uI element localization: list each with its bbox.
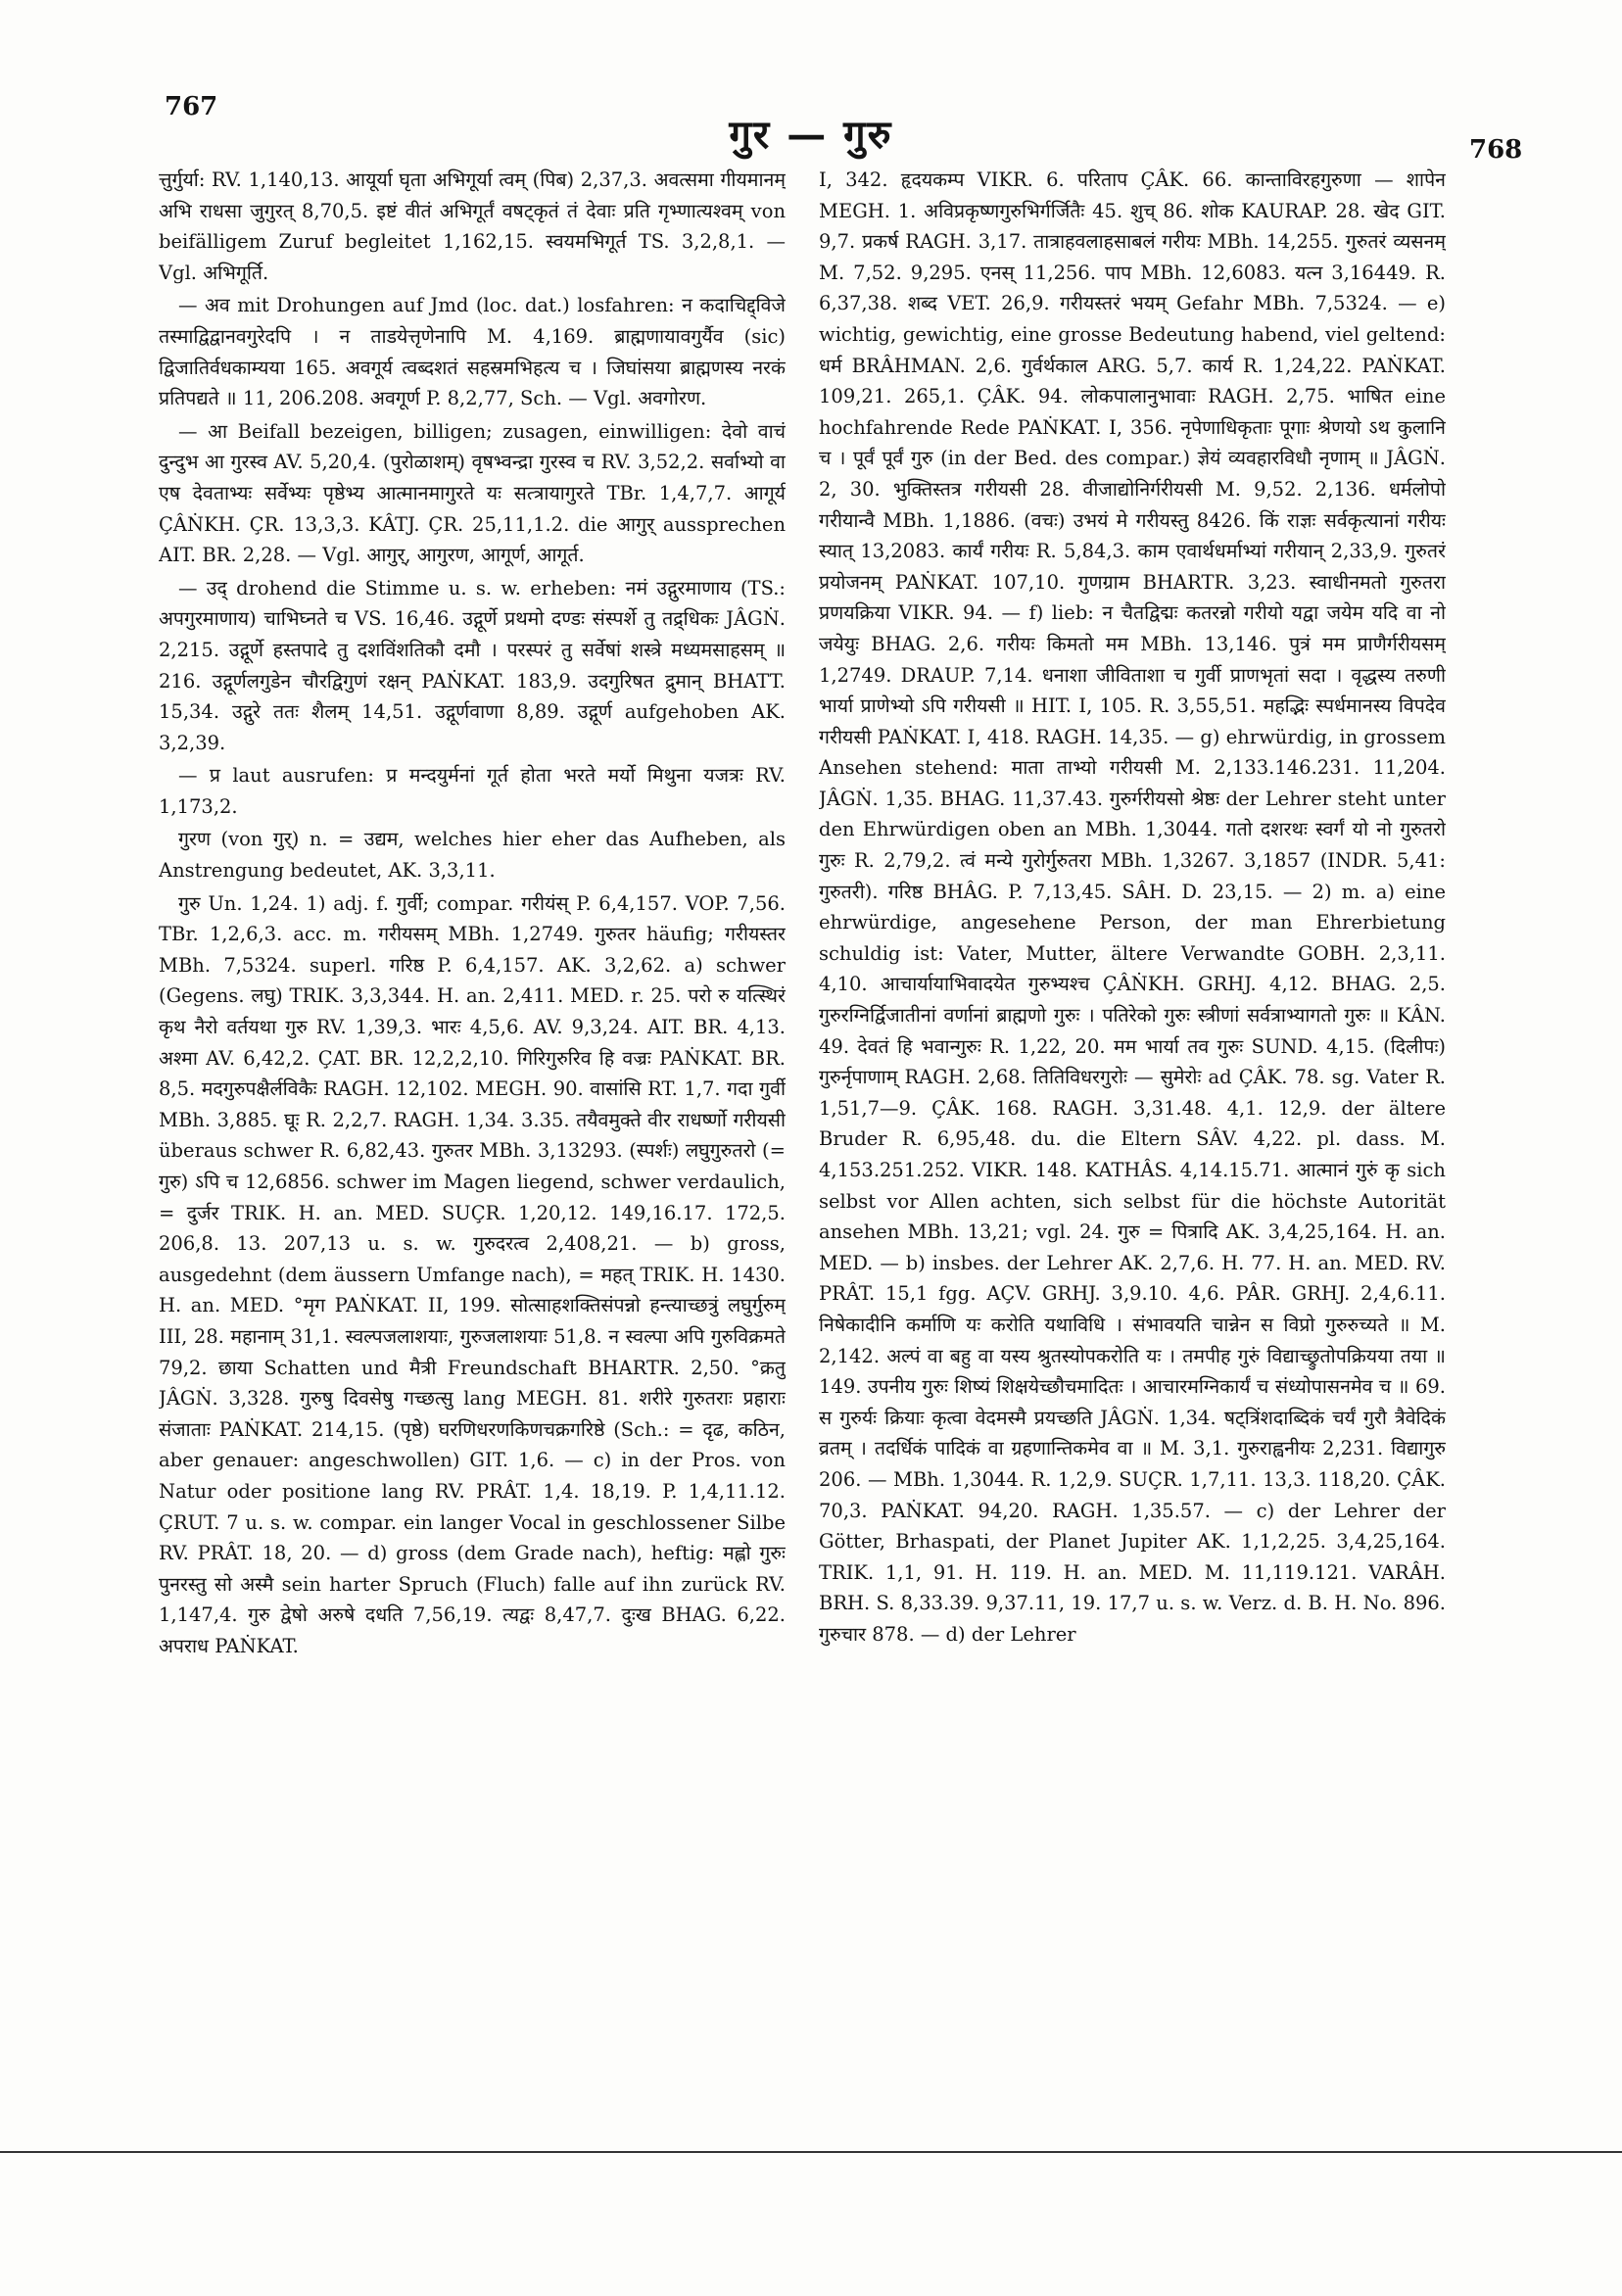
paragraph: गुरण (von गुर्) n. = उद्यम, welches hier eher das Aufheben, als Anstrengung bedeutet, AK. 3,3,11.	[159, 828, 786, 883]
bottom-rule	[0, 2151, 1622, 2153]
left-column	[159, 165, 786, 2026]
paragraph: — प्र laut ausrufen: प्र मन्दयुर्मनां गूर्त होता भरते मर्यो मिथुना यजत्रः RV. 1,173,2.	[159, 764, 786, 818]
paragraph: — आ Beifall bezeigen, billigen; zusagen, einwilligen: देवो वाचं दुन्दुभ आ गुरस्व AV. 5,20,4. (पुरोळाशम्) वृषभ्वन्द्रा गुरस्व च RV. 3,52,2. सर्वाभ्यो वा एष देवताभ्यः सर्वेभ्यः पृष्ठेभ्य आत्मानमागुरते यः सत्त्रायागुरते TBr. 1,4,7,7. आगूर्य ÇÂṄKH. ÇR. 13,3,3. KÂTJ. ÇR. 25,11,1.2. die आगुर् aussprechen AIT. BR. 2,28. — Vgl. आगुर्, आगुरण, आगूर्ण, आगूर्त.	[159, 419, 786, 567]
left-page-number: 767	[165, 92, 218, 121]
paragraph: — अव mit Drohungen auf Jmd (loc. dat.) losfahren: न कदाचिद्द्विजे तस्माद्विद्वानवगुरेदपि । न ताडयेत्तृणेनापि M. 4,169. ब्राह्मणायावगुर्यैव (sic) द्विजातिर्वधकाम्यया 165. अवगूर्य त्वब्दशतं सहस्रमभिहत्य च । जिघांसया ब्राह्मणस्य नरकं प्रतिपद्यते ॥ 11, 206.208. अवगूर्ण P. 8,2,77, Sch. — Vgl. अवगोरण.	[159, 294, 786, 410]
right-page-number: 768	[1469, 135, 1523, 165]
paragraph: गुरु Un. 1,24. 1) adj. f. गुर्वी; compar. गरीयंस् P. 6,4,157. VOP. 7,56. TBr. 1,2,6,3. acc. m. गरीयसम् MBh. 1,2749. गुरुतर häufig; गरीयस्तर MBh. 7,5324. superl. गरिष्ठ P. 6,4,157. AK. 3,2,62. a) schwer (Gegens. लघु) TRIK. 3,3,344. H. an. 2,411. MED. r. 25. परो रु यत्स्थिरं कृथ नैरो वर्तयथा गुरु RV. 1,39,3. भारः 4,5,6. AV. 9,3,24. AIT. BR. 4,13. अश्मा AV. 6,42,2. ÇAT. BR. 12,2,2,10. गिरिगुरुरिव हि वज्रः PAṄKAT. BR. 8,5. मदगुरुपक्षैर्लविकैः RAGH. 12,102. MEGH. 90. वासांसि RT. 1,7. गदा गुर्वी MBh. 3,885. घूः R. 2,2,7. RAGH. 1,34. 3.35. तयैवमुक्ते वीर राधर्ष्णो गरीयसी überaus schwer R. 6,82,43. गुरुतर MBh. 3,13293. (स्पर्शः) लघुगुरुतरो (= गुरु) ऽपि च 12,6856. schwer im Magen liegend, schwer verdaulich, = दुर्जर TRIK. H. an. MED. SUÇR. 1,20,12. 149,16.17. 172,5. 206,8. 13. 207,13 u. s. w. गुरुदरत्व 2,408,21. — b) gross, ausgedehnt (dem äussern Umfange nach), = महत् TRIK. H. 1430. H. an. MED. °मृग PAṄKAT. II, 199. सोत्साहशक्तिसंपन्नो हन्त्याच्छत्रुं लघुर्गुरुम् III, 28. महानाम् 31,1. स्वल्पजलाशयाः, गुरुजलाशयाः 51,8. न स्वल्पा अपि गुरुविक्रमते 79,2. छाया Schatten und मैत्री Freundschaft BHARTR. 2,50. °क्रतु JÂGṄ. 3,328. गुरुषु दिवसेषु गच्छत्सु lang MEGH. 81. शरीरे गुरुतराः प्रहाराः संजाताः PAṄKAT. 214,15. (पृष्ठे) घरणिधरणकिणचक्रगरिष्ठे (Sch.: = दृढ, कठिन, aber genauer: angeschwollen) GIT. 1,6. — c) in der Pros. von Natur oder positione lang RV. PRÂT. 1,4. 18,19. P. 1,4,11.12. ÇRUT. 7 u. s. w. compar. ein langer Vocal in geschlossener Silbe RV. PRÂT. 18, 20. — d) gross (dem Grade nach), heftig: मह्लो गुरुः पुनरस्तु सो अस्मै sein harter Spruch (Fluch) falle auf ihn zurück RV. 1,147,4. गुरु द्वेषो अरुषे दधति 7,56,19. त्यद्वः 8,47,7. दुःख BHAG. 6,22. अपराध PAṄKAT.	[159, 891, 786, 1657]
paragraph: त्तुर्गुर्या: RV. 1,140,13. आयूर्या घृता अभिगूर्या त्वम् (पिब) 2,37,3. अवत्समा गीयमानम् अभि राधसा जुगुरत् 8,70,5. इष्टं वीतं अभिगूर्तं वषट्कृतं तं देवाः प्रति गृभ्णात्यश्वम् von beifälligem Zuruf begleitet 1,162,15. स्वयमभिगूर्त TS. 3,2,8,1. — Vgl. अभिगूर्ति.	[159, 168, 786, 284]
paragraph: — उद् drohend die Stimme u. s. w. erheben: नमं उद्गुरमाणाय (TS.: अपगुरमाणाय) चाभिघ्नते च VS. 16,46. उद्गूर्णे प्रथमो दण्डः संस्पर्शे तु तद्र्धिकः JÂGṄ. 2,215. उद्गूर्णे हस्तपादे तु दशविंशतिकौ दमौ । परस्परं तु सर्वेषां शस्त्रे मध्यमसाहसम् ॥ 216. उद्गूर्णलगुडेन चौरद्विगुणं रक्षन् PAṄKAT. 183,9. उदगुरिषत द्रुमान् BHATT. 15,34. उद्गुरे ततः शैलम् 14,51. उद्गूर्णवाणा 8,89. उद्गूर्ण aufgehoben AK. 3,2,39.	[159, 576, 786, 754]
paragraph: I, 342. हृदयकम्प VIKR. 6. परिताप ÇÂK. 66. कान्ताविरहगुरुणा — शापेन MEGH. 1. अविप्रकृष्णगुरुभिर्गर्जितैः 45. शुच् 86. शोक KAURAP. 28. खेद GIT. 9,7. प्रकर्ष RAGH. 3,17. तात्राहवलाहसाबलं गरीयः MBh. 14,255. गुरुतरं व्यसनम् M. 7,52. 9,295. एनस् 11,256. पाप MBh. 12,6083. यत्न 3,16449. R. 6,37,38. शब्द VET. 26,9. गरीयस्तरं भयम् Gefahr MBh. 7,5324. — e) wichtig, gewichtig, eine grosse Bedeutung habend, viel geltend: धर्म BRÂHMAN. 2,6. गुर्वर्थकाल ARG. 5,7. कार्य R. 1,24,22. PAṄKAT. 109,21. 265,1. ÇÂK. 94. लोकपालानुभावाः RAGH. 2,75. भाषित eine hochfahrende Rede PAṄKAT. I, 356. नृपेणाधिकृताः पूगाः श्रेणयो ऽथ कुलानि च । पूर्वं पूर्वं गुरु (in der Bed. des compar.) ज्ञेयं व्यवहारविधौ नृणाम् ॥ JÂGṄ. 2, 30. भुक्तिस्तत्र गरीयसी 28. वीजाद्योनिर्गरीयसी M. 9,52. 2,136. धर्मलोपो गरीयान्वै MBh. 1,1886. (वचः) उभयं मे गरीयस्तु 8426. किं राज्ञः सर्वकृत्यानां गरीयः स्यात् 13,2083. कार्यं गरीयः R. 5,84,3. काम एवार्थधर्माभ्यां गरीयान् 2,33,9. गुरुतरं प्रयोजनम् PAṄKAT. 107,10. गुणग्राम BHARTR. 3,23. स्वाधीनमतो गुरुतरा प्रणयक्रिया VIKR. 94. — f) lieb: न चैतद्विद्मः कतरन्नो गरीयो यद्वा जयेम यदि वा नो जयेयुः BHAG. 2,6. गरीयः किमतो मम MBh. 13,146. पुत्रं मम प्राणैर्गरीयसम् 1,2749. DRAUP. 7,14. धनाशा जीविताशा च गुर्वी प्राणभृतां सदा । वृद्धस्य तरुणी भार्या प्राणेभ्यो ऽपि गरीयसी ॥ HIT. I, 105. R. 3,55,51. महद्भिः स्पर्धमानस्य विपदेव गरीयसी PAṄKAT. I, 418. RAGH. 14,35. — g) ehrwürdig, in grossem Ansehen stehend: माता ताभ्यो गरीयसी M. 2,133.146.231. 11,204. JÂGṄ. 1,35. BHAG. 11,37.43. गुरुर्गरीयसो श्रेष्ठः der Lehrer steht unter den Ehrwürdigen oben an MBh. 1,3044. गतो दशरथः स्वर्गं यो नो गुरुतरो गुरुः R. 2,79,2. त्वं मन्ये गुरोर्गुरुतरा MBh. 1,3267. 3,1857 (INDR. 5,41: गुरुतरी). गरिष्ठ BHÂG. P. 7,13,45. SÂH. D. 23,15. — 2) m. a) eine ehrwürdige, angesehene Person, der man Ehrerbietung schuldig ist: Vater, Mutter, ältere Verwandte GOBH. 2,3,11. 4,10. आचार्यायाभिवादयेत गुरुभ्यश्च ÇÂṄKH. GRHJ. 4,12. BHAG. 2,5. गुरुरग्निर्द्विजातीनां वर्णानां ब्राह्मणो गुरुः । पतिरेको गुरुः स्त्रीणां सर्वत्राभ्यागतो गुरुः ॥ KÂN. 49. देवतं हि भवान्गुरुः R. 1,22, 20. मम भार्या तव गुरुः SUND. 4,15. (दिलीपः) गुरुर्नृपाणाम् RAGH. 2,68. तितिविधरगुरोः — सुमेरोः ad ÇÂK. 78. sg. Vater R. 1,51,7—9. ÇÂK. 168. RAGH. 3,31.48. 4,1. 12,9. der ältere Bruder R. 6,95,48. du. die Eltern SÂV. 4,22. pl. dass. M. 4,153.251.252. VIKR. 148. KATHÂS. 4,14.15.71. आत्मानं गुरुं कृ sich selbst vor Allen achten, sich selbst für die höchste Autorität ansehen MBh. 13,21; vgl. 24. गुरु = पित्रादि AK. 3,4,25,164. H. an. MED. — b) insbes. der Lehrer AK. 2,7,6. H. 77. H. an. MED. RV. PRÂT. 15,1 fgg. AÇV. GRHJ. 3,9.10. 4,6. PÂR. GRHJ. 2,4,6.11. निषेकादीनि कर्माणि यः करोति यथाविधि । संभावयति चान्नेन स विप्रो गुरुरुच्यते ॥ M. 2,142. अल्पं वा बहु वा यस्य श्रुतस्योपकरोति यः । तमपीह गुरुं विद्याच्छ्रुतोपक्रियया तया ॥ 149. उपनीय गुरुः शिष्यं शिक्षयेच्छौचमादितः । आचारमग्निकार्यं च संध्योपासनमेव च ॥ 69. स गुरुर्यः क्रियाः कृत्वा वेदमस्मै प्रयच्छति JÂGṄ. 1,34. षट्त्रिंशदाब्दिकं चर्यं गुरौ त्रैवेदिकं व्रतम् । तदर्धिकं पादिकं वा ग्रहणान्तिकमेव वा ॥ M. 3,1. गुरुराह्वनीयः 2,231. विद्यागुरु 206. — MBh. 1,3044. R. 1,2,9. SUÇR. 1,7,11. 13,3. 118,20. ÇÂK. 70,3. PAṄKAT. 94,20. RAGH. 1,35.57. — c) der Lehrer der Götter, Brhaspati, der Planet Jupiter AK. 1,1,2,25. 3,4,25,164. TRIK. 1,1, 91. H. 119. H. an. MED. M. 11,119.121. VARÂH. BRH. S. 8,33.39. 9,37.11, 19. 17,7 u. s. w. Verz. d. B. H. No. 896. गुरुचार 878. — d) der Lehrer	[819, 168, 1446, 1646]
right-column	[819, 165, 1446, 2026]
running-head: गुर — गुरु	[729, 112, 893, 158]
